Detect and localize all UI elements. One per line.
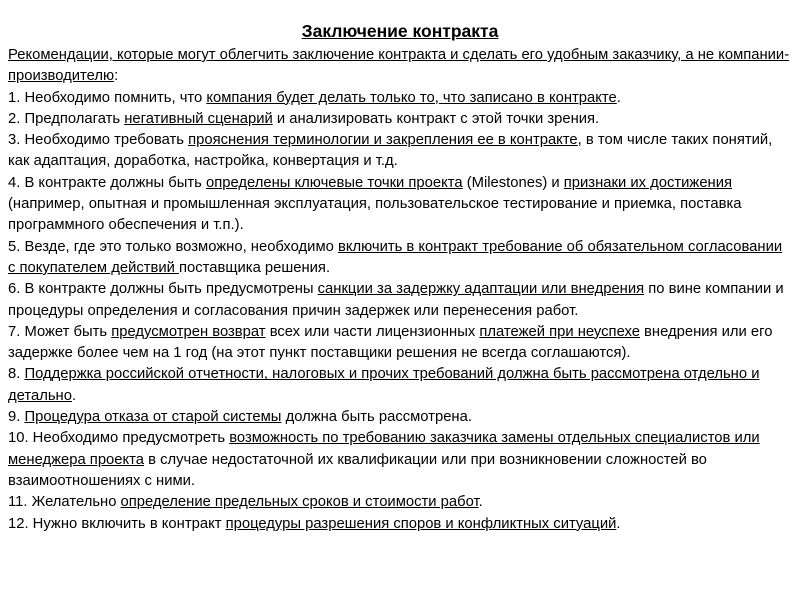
emphasis: признаки их достижения xyxy=(563,174,732,191)
list-item-5: 5. Везде, где это только возможно, необходимо включить в контракт требование об обязательном согласовании с покупателем действий поставщика решения. xyxy=(8,238,783,276)
list-item-4: 4. В контракте должны быть определены ключевые точки проекта (Milestones) и признаки их достижения (например, опытная и промышленная эксплуатация, пользовательское тестирование и приемка, поставка программного обеспечения и т.п.). xyxy=(8,174,742,234)
emphasis: определены ключевые точки проекта xyxy=(206,174,463,191)
list-item-1: 1. Необходимо помнить, что компания будет делать только то, что записано в контракте. xyxy=(8,89,621,106)
emphasis: Поддержка российской отчетности, налоговых и прочих требований должна быть рассмотрена отдельно и детально xyxy=(8,366,760,404)
emphasis: Процедура отказа от старой системы xyxy=(24,409,282,426)
list-item-9: 9. Процедура отказа от старой системы должна быть рассмотрена. xyxy=(8,409,472,426)
emphasis: негативный сценарий xyxy=(124,110,273,127)
list-item-8: 8. Поддержка российской отчетности, налоговых и прочих требований должна быть рассмотрена отдельно и детально. xyxy=(8,366,760,404)
emphasis: прояснения терминологии и закрепления ее в контракте xyxy=(188,132,578,149)
list-item-7: 7. Может быть предусмотрен возврат всех или части лицензионных платежей при неуспехе внедрения или его задержке более чем на 1 год (на этот пункт поставщики решения не всегда соглашаются). xyxy=(8,323,773,362)
emphasis: определение предельных сроков и стоимости работ xyxy=(120,494,479,511)
emphasis: включить в контракт требование об обязательном согласовании с покупателем действий xyxy=(8,238,783,276)
emphasis: возможность по требованию заказчика замены отдельных специалистов или менеджера проекта xyxy=(8,430,760,468)
emphasis: процедуры разрешения споров и конфликтных ситуаций xyxy=(225,515,617,532)
emphasis: санкции за задержку адаптации или внедрения xyxy=(317,281,645,298)
emphasis: предусмотрен возврат xyxy=(111,323,266,340)
list-item-10: 10. Необходимо предусмотреть возможность по требованию заказчика замены отдельных специалистов или менеджера проекта в случае недостаточной их квалификации или при возникновении сложностей во взаимоотношениях с ними. xyxy=(8,430,760,489)
intro-paragraph xyxy=(8,45,792,88)
list-item-11: 11. Желательно определение предельных сроков и стоимости работ. xyxy=(8,494,483,511)
recommendations-text xyxy=(8,45,792,535)
intro-rest: : xyxy=(114,68,119,85)
list-item-6: 6. В контракте должны быть предусмотрены санкции за задержку адаптации или внедрения по вине компании и процедуры определения и согласования причин задержек или перенесения работ. xyxy=(8,281,784,319)
list-item-12: 12. Нужно включить в контракт процедуры разрешения споров и конфликтных ситуаций. xyxy=(8,515,621,532)
slide-title: Заключение контракта xyxy=(301,21,499,41)
list-item-2: 2. Предполагать негативный сценарий и анализировать контракт с этой точки зрения. xyxy=(8,110,600,127)
emphasis: платежей при неуспехе xyxy=(479,323,640,340)
intro-underlined: Рекомендации, которые могут облегчить заключение контракта и сделать его удобным заказчику, а не компании-производителю xyxy=(8,47,790,85)
list-item-3: 3. Необходимо требовать прояснения терминологии и закрепления ее в контракте, в том числе таких понятий, как адаптация, доработка, настройка, конвертация и т.д. xyxy=(8,132,773,170)
emphasis: компания будет делать только то, что записано в контракте xyxy=(206,89,617,106)
